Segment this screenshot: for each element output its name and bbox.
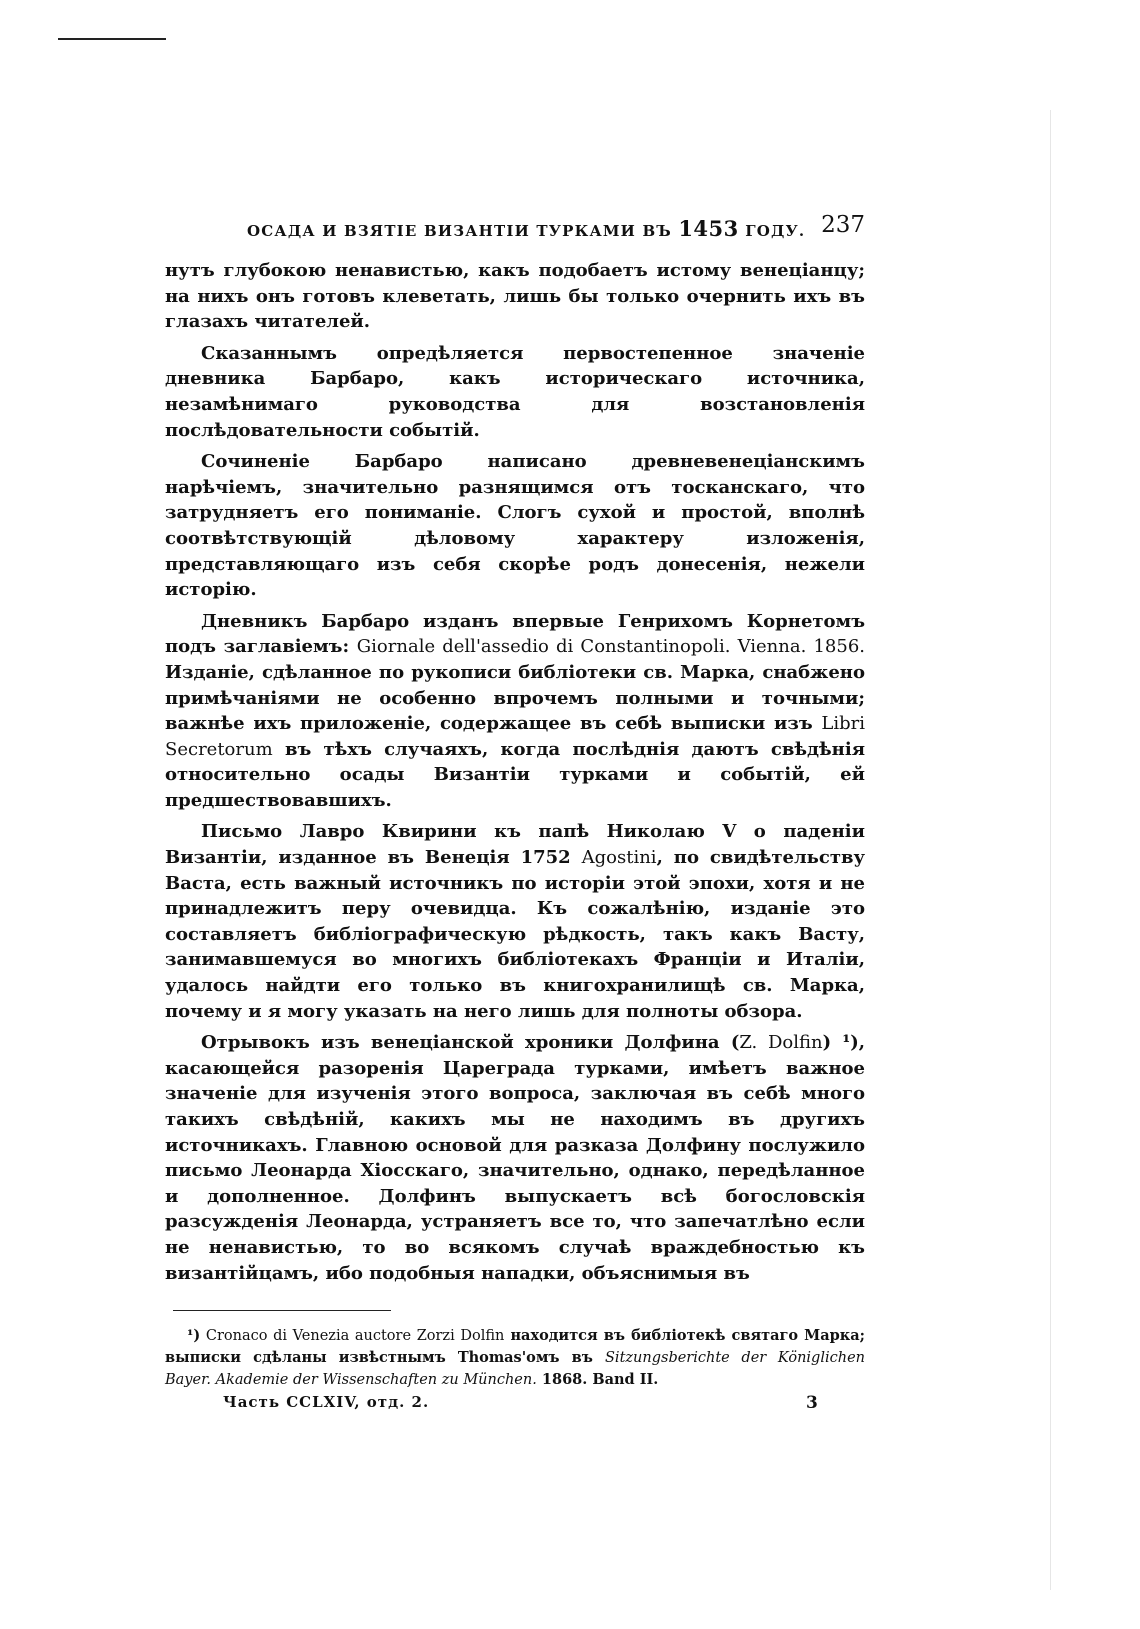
paragraph-text: Отрывокъ изъ венеціанской хроники Долфина ( [201,1032,740,1054]
running-title-year: 1453 [678,216,739,241]
running-title-text: ОСАДА И ВЗЯТІЕ ВИЗАНТІИ ТУРКАМИ ВЪ [247,222,679,240]
book-page [165,212,865,1421]
paragraph [165,609,865,814]
top-rule [58,38,166,40]
signature-line [165,1393,865,1421]
paragraph-text: въ тѣхъ случаяхъ, когда послѣднія даютъ свѣдѣнія относительно осады Византіи турками и событій, ей предшествовавшихъ. [165,738,865,811]
footnote-text: находится въ библіотекѣ святаго Марка; выписки сдѣланы извѣстнымъ Thomas'омъ въ [165,1327,865,1367]
signature-part: Часть CCLXIV, отд. 2. [223,1393,430,1412]
footnote-latin: Cronaco di Venezia auctore Zorzi Dolfin [200,1328,505,1345]
footnote-text: 1868. Band II. [536,1371,659,1389]
paragraph-text: Письмо Лавро Квирини къ папѣ Николаю V о паденіи Византіи, изданное въ Венеція 1752 [165,821,865,869]
footnote [165,1325,865,1391]
paragraph-text: Изданіе, сдѣланное по рукописи библіотеки св. Марка, снабжено примѣчаніями не особенно впрочемъ полными и точными; важнѣе ихъ приложеніе, содержащее въ себѣ выписки изъ [165,661,865,735]
footnote-italic: Sitzungsberichte der Königlichen Bayer. Akademie der Wissenschaften zu München. [165,1350,865,1389]
paragraph-continuation: нутъ глубокою ненавистью, какъ подобаетъ истому венеціанцу; на нихъ онъ готовъ клеветать, лишь бы только очернить ихъ въ глазахъ читателей. [165,260,865,333]
paragraph-text: Дневникъ Барбаро изданъ впервые Генрихомъ Корнетомъ подъ заглавіемъ: [165,610,865,658]
paragraph-text: , по свидѣтельству Васта, есть важный источникъ по исторіи этой эпохи, хотя и не принадлежитъ перу очевидца. Къ сожалѣнію, изданіе это составляетъ библіографическую рѣдкость, такъ какъ Васту, занимавшемуся во многихъ библіотекахъ Франціи и Италіи, удалось найдти его только въ книгохранилищѣ св. Марка, почему и я могу указать на него лишь для полноты обзора. [165,847,866,1022]
latin-title: Libri Secretorum [165,713,865,760]
latin-name: Agostini [581,847,657,869]
paragraph [165,819,865,1024]
footnote-rule [173,1310,391,1311]
signature-number: 3 [806,1393,818,1414]
paragraph-text: ) ¹), касающейся разоренія Цареграда турками, имѣетъ важное значеніе для изученія этого вопроса, заключая въ себѣ много такихъ свѣдѣній, какихъ мы не находимъ въ другихъ источникахъ. Главною основой для разказа Долфину послужило письмо Леонарда Хіосскаго, значительно, однако, передѣланное и дополненное. Долфинъ выпускаетъ всѣ богословскія разсужденія Леонарда, устраняетъ все то, что запечатлѣно если не ненавистью, то во всякомъ случаѣ враждебностью къ византійцамъ, ибо подобныя нападки, объяснимыя въ [165,1032,865,1284]
paragraph [165,1030,865,1286]
paragraph: Сочиненіе Барбаро написано древневенеціанскимъ нарѣчіемъ, значительно разнящимся отъ тосканскаго, что затрудняетъ его пониманіе. Слогъ сухой и простой, вполнѣ соотвѣтствующій дѣловому характеру изложенія, представляющаго изъ себя скорѣе родъ донесенія, нежели исторію. [165,451,865,601]
footnote-marker: ¹) [187,1327,201,1345]
footnotes [165,1325,865,1391]
scan-edge [1050,110,1051,1590]
running-title-end: ГОДУ. [738,222,806,240]
page-header [165,212,865,252]
page-number: 237 [821,212,865,238]
paragraph: Сказаннымъ опредѣляется первостепенное значеніе дневника Барбаро, какъ историческаго источника, незамѣнимаго руководства для возстановленія послѣдовательности событій. [165,342,865,441]
latin-name: Z. Dolfin [739,1032,823,1054]
body-text [165,258,865,1286]
latin-title: Giornale dell'assedio di Constantinopoli. Vienna. 1856. [356,636,865,658]
running-title [247,216,805,241]
